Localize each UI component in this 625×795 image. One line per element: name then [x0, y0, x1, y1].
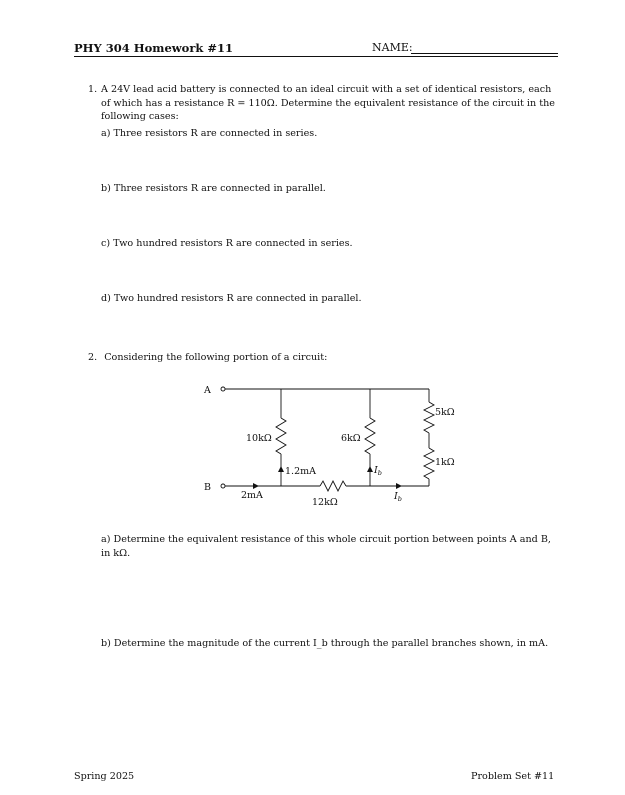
- arrow-ib-branch: [367, 466, 373, 472]
- name-label: NAME:: [372, 41, 413, 54]
- question-2-intro: Considering the following portion of a circuit:: [104, 352, 328, 363]
- question-1-part-d: d) Two hundred resistors R are connected in parallel.: [101, 293, 362, 304]
- question-1-number: 1.: [88, 84, 98, 95]
- arrow-ib-bottom: [396, 483, 402, 489]
- name-blank-line: [411, 53, 558, 54]
- question-2-part-b: b) Determine the magnitude of the current I_b through the parallel branches shown, in mA.: [101, 638, 549, 649]
- question-1-part-c: c) Two hundred resistors R are connected in series.: [101, 238, 353, 249]
- footer-problem-set: Problem Set #11: [471, 771, 555, 782]
- resistor-12k: [320, 481, 346, 491]
- question-1-intro: A 24V lead acid battery is connected to an ideal circuit with a set of identical resistors, each of which has a resistance R = 110Ω. Determine the equivalent resistance of the circuit in the following cases:: [101, 84, 555, 123]
- arrow-1-2ma: [278, 466, 284, 472]
- header-rule: [74, 56, 558, 57]
- label-node-b: B: [204, 482, 211, 493]
- terminal-a: [221, 387, 225, 391]
- label-5k: 5kΩ: [435, 407, 455, 418]
- question-1-part-b: b) Three resistors R are connected in parallel.: [101, 183, 326, 194]
- resistor-10k: [276, 418, 286, 454]
- arrow-2ma: [253, 483, 259, 489]
- label-1k: 1kΩ: [435, 457, 455, 468]
- label-12k: 12kΩ: [312, 497, 338, 508]
- question-2-part-a: a) Determine the equivalent resistance of this whole circuit portion between points A and B, in kΩ.: [101, 534, 551, 559]
- label-1-2ma: 1.2mA: [285, 466, 316, 477]
- question-2-number: 2.: [88, 352, 98, 363]
- circuit-diagram: [195, 378, 455, 514]
- label-ib-branch: $I_b$: [374, 465, 382, 477]
- resistor-5k: [424, 402, 434, 433]
- label-6k: 6kΩ: [341, 433, 361, 444]
- label-2ma: 2mA: [241, 490, 263, 501]
- resistor-6k: [365, 418, 375, 454]
- question-2: [88, 352, 327, 363]
- footer-semester: Spring 2025: [74, 771, 135, 782]
- terminal-b: [221, 484, 225, 488]
- question-1-part-a: a) Three resistors R are connected in series.: [101, 128, 318, 139]
- label-10k: 10kΩ: [246, 433, 272, 444]
- label-ib-bottom: $I_b$: [394, 491, 402, 503]
- label-node-a: A: [204, 385, 211, 396]
- homework-title: PHY 304 Homework #11: [74, 41, 233, 55]
- resistor-1k: [424, 448, 434, 479]
